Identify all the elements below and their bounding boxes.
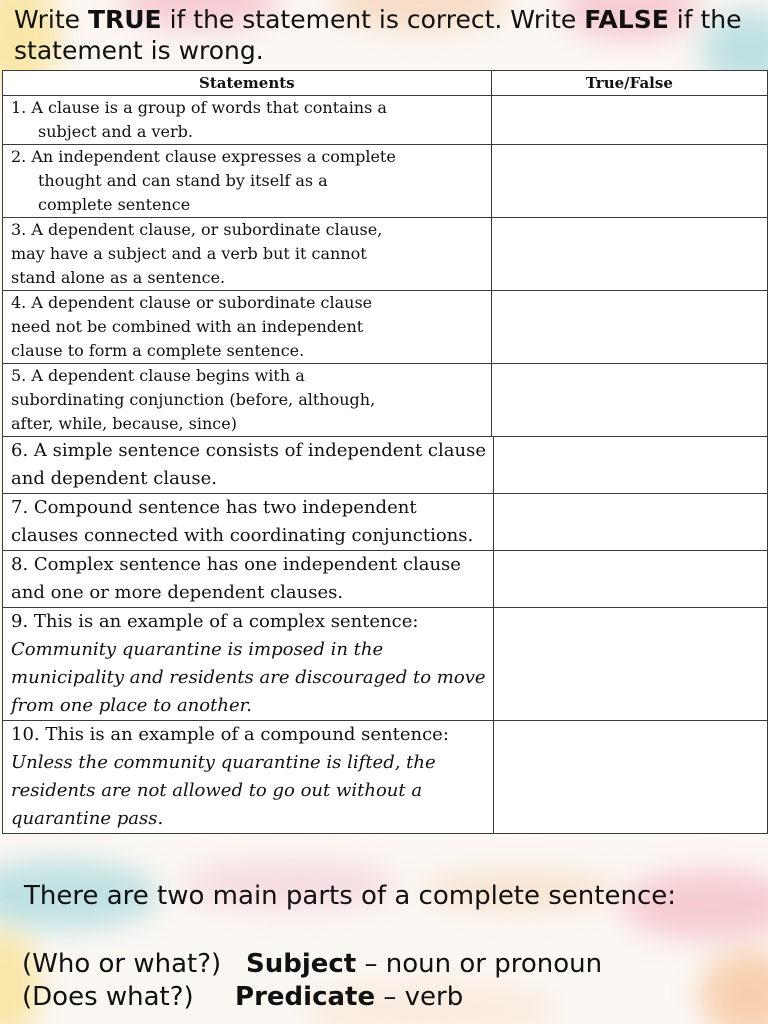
statement-cell bbox=[3, 218, 492, 291]
statement-cell bbox=[3, 145, 492, 218]
statement-line: may have a subject and a verb but it cannot bbox=[11, 244, 367, 263]
table-row bbox=[3, 551, 768, 608]
table-row bbox=[3, 218, 768, 291]
statement-cell bbox=[3, 721, 494, 834]
statements-table-part1 bbox=[2, 70, 768, 437]
statement-line: 4. A dependent clause or subordinate clause bbox=[11, 293, 373, 312]
statement-line: stand alone as a sentence. bbox=[11, 268, 226, 287]
instructions-text: Write TRUE if the statement is correct. Write FALSE if the statement is wrong. bbox=[14, 5, 742, 65]
predicate-line: (Does what?) Predicate – verb bbox=[22, 982, 464, 1012]
header-true-false: True/False bbox=[491, 71, 767, 96]
answer-cell[interactable] bbox=[493, 551, 767, 608]
answer-cell[interactable] bbox=[493, 721, 767, 834]
table-row bbox=[3, 437, 768, 494]
statement-line: 1. A clause is a group of words that contains a bbox=[11, 98, 387, 117]
answer-cell[interactable] bbox=[491, 218, 767, 291]
statement-line: clause to form a complete sentence. bbox=[11, 341, 305, 360]
statements-table-part2 bbox=[2, 436, 768, 834]
table-row bbox=[3, 608, 768, 721]
table-row bbox=[3, 96, 768, 145]
statement-line: 3. A dependent clause, or subordinate clause, bbox=[11, 220, 383, 239]
answer-cell[interactable] bbox=[491, 291, 767, 364]
answer-cell[interactable] bbox=[491, 145, 767, 218]
statement-text: 7. Compound sentence has two independent clauses connected with coordinating conjunctions. bbox=[11, 497, 474, 546]
statement-line: thought and can stand by itself as a bbox=[38, 171, 328, 190]
statement-text: 6. A simple sentence consists of independent clause and dependent clause. bbox=[11, 440, 486, 489]
statement-line: need not be combined with an independent bbox=[11, 317, 364, 336]
statement-line: 5. A dependent clause begins with a bbox=[11, 366, 305, 385]
answer-cell[interactable] bbox=[493, 494, 767, 551]
table-row bbox=[3, 291, 768, 364]
statement-line: complete sentence bbox=[38, 195, 191, 214]
answer-cell[interactable] bbox=[493, 437, 767, 494]
statement-cell bbox=[3, 291, 492, 364]
sentence-parts-note bbox=[0, 868, 768, 1024]
instructions-header bbox=[0, 0, 768, 70]
predicate-term: Predicate bbox=[235, 982, 376, 1012]
statement-line: subordinating conjunction (before, although, bbox=[11, 390, 376, 409]
answer-cell[interactable] bbox=[491, 364, 767, 437]
table-row bbox=[3, 721, 768, 834]
statement-cell bbox=[3, 96, 492, 145]
statement-cell bbox=[3, 437, 494, 494]
subject-line: (Who or what?) Subject – noun or pronoun bbox=[22, 949, 603, 979]
example-sentence: Community quarantine is imposed in the municipality and residents are discouraged to move from one place to another. bbox=[11, 639, 486, 716]
statement-line: 2. An independent clause expresses a complete bbox=[11, 147, 396, 166]
statement-cell bbox=[3, 494, 494, 551]
false-keyword: FALSE bbox=[584, 5, 669, 34]
table-row bbox=[3, 494, 768, 551]
example-sentence: Unless the community quarantine is lifted, the residents are not allowed to go out without a quarantine pass. bbox=[11, 752, 436, 829]
subject-term: Subject bbox=[245, 949, 357, 979]
table-row bbox=[3, 145, 768, 218]
table-row bbox=[3, 364, 768, 437]
statement-text: 8. Complex sentence has one independent clause and one or more dependent clauses. bbox=[11, 554, 461, 603]
sentence-parts-title: There are two main parts of a complete sentence: bbox=[24, 881, 677, 911]
statement-cell bbox=[3, 364, 492, 437]
answer-cell[interactable] bbox=[493, 608, 767, 721]
statement-text: 9. This is an example of a complex sentence: bbox=[11, 611, 419, 632]
true-keyword: TRUE bbox=[87, 5, 162, 34]
statement-text: 10. This is an example of a compound sentence: bbox=[11, 724, 449, 745]
statement-line: subject and a verb. bbox=[38, 122, 193, 141]
answer-cell[interactable] bbox=[491, 96, 767, 145]
statement-cell bbox=[3, 551, 494, 608]
statement-cell bbox=[3, 608, 494, 721]
header-statements: Statements bbox=[3, 71, 492, 96]
statement-line: after, while, because, since) bbox=[11, 414, 237, 433]
